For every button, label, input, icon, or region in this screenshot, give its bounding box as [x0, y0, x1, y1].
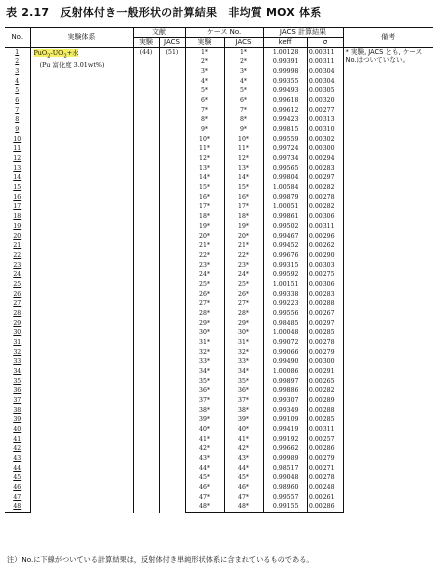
case-jacs: 33* — [224, 358, 263, 368]
sigma-value: 0.00278 — [307, 474, 343, 484]
case-jacs: 2* — [224, 58, 263, 68]
case-jacs: 30* — [224, 328, 263, 338]
keff-value: 0.99338 — [263, 290, 307, 300]
keff-value: 0.99349 — [263, 406, 307, 416]
case-experiment: 31* — [185, 338, 224, 348]
case-jacs: 48* — [224, 503, 263, 513]
case-jacs: 26* — [224, 290, 263, 300]
case-jacs: 1* — [224, 48, 263, 58]
system-name-pre: PuO — [33, 49, 48, 57]
remarks-cell: * 実験, JACS とも, ケース No.はついていない。 — [345, 48, 423, 65]
footnote: 注）No.に下線がついている計算結果は，反射体付き単純形状体系に含まれているものである。 — [7, 555, 314, 564]
row-no: 33 — [5, 358, 30, 368]
keff-value: 0.99559 — [263, 135, 307, 145]
case-jacs: 3* — [224, 67, 263, 77]
row-no: 40 — [5, 425, 30, 435]
keff-value: 1.00048 — [263, 328, 307, 338]
case-jacs: 11* — [224, 145, 263, 155]
case-jacs: 25* — [224, 280, 263, 290]
keff-value: 0.99155 — [263, 503, 307, 513]
case-experiment: 43* — [185, 454, 224, 464]
row-no: 44 — [5, 464, 30, 474]
case-experiment: 47* — [185, 493, 224, 503]
row-no: 30 — [5, 328, 30, 338]
case-jacs: 8* — [224, 116, 263, 126]
sigma-value: 0.00271 — [307, 464, 343, 474]
sigma-value: 0.00262 — [307, 241, 343, 251]
case-jacs: 45* — [224, 474, 263, 484]
row-no: 19 — [5, 222, 30, 232]
case-jacs: 17* — [224, 203, 263, 213]
case-experiment: 46* — [185, 483, 224, 493]
case-jacs: 13* — [224, 164, 263, 174]
sigma-value: 0.00300 — [307, 145, 343, 155]
row-no: 46 — [5, 483, 30, 493]
header-lit-experiment: 実験 — [133, 38, 159, 48]
case-jacs: 15* — [224, 183, 263, 193]
case-experiment: 37* — [185, 396, 224, 406]
case-experiment: 21* — [185, 241, 224, 251]
case-jacs: 24* — [224, 270, 263, 280]
sigma-value: 0.00306 — [307, 212, 343, 222]
row-no: 17 — [5, 203, 30, 213]
case-jacs: 19* — [224, 222, 263, 232]
sigma-value: 0.00311 — [307, 48, 343, 58]
sigma-value: 0.00286 — [307, 445, 343, 455]
row-no: 16 — [5, 193, 30, 203]
sigma-value: 0.00283 — [307, 164, 343, 174]
keff-value: 0.99391 — [263, 58, 307, 68]
lit-experiment-cell: (44) — [133, 48, 159, 513]
case-jacs: 12* — [224, 154, 263, 164]
row-no: 3 — [5, 67, 30, 77]
case-experiment: 36* — [185, 387, 224, 397]
case-experiment: 34* — [185, 367, 224, 377]
keff-value: 0.99419 — [263, 425, 307, 435]
row-no: 11 — [5, 145, 30, 155]
case-experiment: 10* — [185, 135, 224, 145]
case-jacs: 35* — [224, 377, 263, 387]
row-no: 15 — [5, 183, 30, 193]
case-jacs: 41* — [224, 435, 263, 445]
sigma-value: 0.00303 — [307, 261, 343, 271]
case-jacs: 29* — [224, 319, 263, 329]
header-keff: keff — [263, 38, 307, 48]
header-remarks: 備考 — [343, 28, 433, 48]
case-experiment: 19* — [185, 222, 224, 232]
sigma-value: 0.00283 — [307, 290, 343, 300]
keff-value: 0.99048 — [263, 474, 307, 484]
header-sigma: σ — [307, 38, 343, 48]
case-experiment: 33* — [185, 358, 224, 368]
row-no: 28 — [5, 309, 30, 319]
sigma-value: 0.00304 — [307, 77, 343, 87]
case-experiment: 42* — [185, 445, 224, 455]
case-experiment: 44* — [185, 464, 224, 474]
sigma-value: 0.00305 — [307, 87, 343, 97]
header-case-experiment: 実験 — [185, 38, 224, 48]
case-jacs: 44* — [224, 464, 263, 474]
case-experiment: 11* — [185, 145, 224, 155]
sigma-value: 0.00320 — [307, 96, 343, 106]
case-experiment: 3* — [185, 67, 224, 77]
keff-value: 1.00086 — [263, 367, 307, 377]
system-name-highlight — [33, 49, 79, 60]
case-jacs: 38* — [224, 406, 263, 416]
case-jacs: 32* — [224, 348, 263, 358]
case-experiment: 5* — [185, 87, 224, 97]
row-no: 35 — [5, 377, 30, 387]
keff-value: 0.99467 — [263, 232, 307, 242]
sigma-value: 0.00261 — [307, 493, 343, 503]
keff-value: 0.99452 — [263, 241, 307, 251]
case-experiment: 45* — [185, 474, 224, 484]
row-no: 32 — [5, 348, 30, 358]
sigma-value: 0.00267 — [307, 309, 343, 319]
keff-value: 0.99897 — [263, 377, 307, 387]
sigma-value: 0.00304 — [307, 67, 343, 77]
case-experiment: 28* — [185, 309, 224, 319]
keff-value: 0.99355 — [263, 77, 307, 87]
sigma-value: 0.00288 — [307, 299, 343, 309]
keff-value: 0.99315 — [263, 261, 307, 271]
keff-value: 0.99886 — [263, 387, 307, 397]
case-experiment: 32* — [185, 348, 224, 358]
system-detail: (Pu 富化度 3.01wt%) — [39, 60, 105, 69]
keff-value: 0.99804 — [263, 174, 307, 184]
keff-value: 0.99423 — [263, 116, 307, 126]
sigma-value: 0.00282 — [307, 203, 343, 213]
case-experiment: 16* — [185, 193, 224, 203]
case-jacs: 36* — [224, 387, 263, 397]
row-no: 25 — [5, 280, 30, 290]
case-experiment: 25* — [185, 280, 224, 290]
row-no: 1 — [5, 48, 30, 58]
keff-value: 0.99724 — [263, 145, 307, 155]
case-jacs: 18* — [224, 212, 263, 222]
case-jacs: 28* — [224, 309, 263, 319]
case-experiment: 35* — [185, 377, 224, 387]
table-row — [5, 48, 433, 58]
sigma-value: 0.00277 — [307, 106, 343, 116]
keff-value: 0.99998 — [263, 67, 307, 77]
keff-value: 0.99618 — [263, 96, 307, 106]
sigma-value: 0.00297 — [307, 174, 343, 184]
keff-value: 0.99307 — [263, 396, 307, 406]
header-jacs-result: JACS 計算結果 — [263, 28, 343, 38]
keff-value: 0.99879 — [263, 193, 307, 203]
sigma-value: 0.00279 — [307, 348, 343, 358]
row-no: 8 — [5, 116, 30, 126]
keff-value: 0.99612 — [263, 106, 307, 116]
sigma-value: 0.00282 — [307, 387, 343, 397]
sigma-value: 0.00288 — [307, 406, 343, 416]
case-experiment: 48* — [185, 503, 224, 513]
case-experiment: 7* — [185, 106, 224, 116]
header-literature: 文献 — [133, 28, 185, 38]
table-title: 表 2.17 反射体付き一般形状の計算結果 非均質 MOX 体系 — [6, 6, 322, 19]
row-no: 34 — [5, 367, 30, 377]
case-experiment: 17* — [185, 203, 224, 213]
sigma-value: 0.00297 — [307, 319, 343, 329]
keff-value: 0.98517 — [263, 464, 307, 474]
header-no: No. — [5, 28, 30, 48]
keff-value: 0.99734 — [263, 154, 307, 164]
table-header — [5, 28, 433, 48]
keff-value: 0.99556 — [263, 309, 307, 319]
case-jacs: 5* — [224, 87, 263, 97]
case-jacs: 42* — [224, 445, 263, 455]
row-no: 36 — [5, 387, 30, 397]
row-no: 7 — [5, 106, 30, 116]
case-experiment: 20* — [185, 232, 224, 242]
row-no: 31 — [5, 338, 30, 348]
case-experiment: 13* — [185, 164, 224, 174]
sigma-value: 0.00285 — [307, 328, 343, 338]
row-no: 42 — [5, 445, 30, 455]
keff-value: 0.99592 — [263, 270, 307, 280]
case-experiment: 22* — [185, 251, 224, 261]
row-no: 6 — [5, 96, 30, 106]
results-table — [5, 27, 433, 513]
keff-value: 0.99192 — [263, 435, 307, 445]
case-experiment: 2* — [185, 58, 224, 68]
row-no: 9 — [5, 125, 30, 135]
case-jacs: 21* — [224, 241, 263, 251]
keff-value: 0.98960 — [263, 483, 307, 493]
system-name-post: +水 — [66, 49, 79, 57]
row-no: 22 — [5, 251, 30, 261]
system-cell — [30, 48, 133, 513]
row-no: 5 — [5, 87, 30, 97]
header-case-jacs: JACS — [224, 38, 263, 48]
case-jacs: 23* — [224, 261, 263, 271]
case-jacs: 6* — [224, 96, 263, 106]
row-no: 41 — [5, 435, 30, 445]
row-no: 27 — [5, 299, 30, 309]
sigma-value: 0.00291 — [307, 367, 343, 377]
case-jacs: 40* — [224, 425, 263, 435]
case-experiment: 4* — [185, 77, 224, 87]
case-experiment: 24* — [185, 270, 224, 280]
sigma-value: 0.00290 — [307, 251, 343, 261]
sigma-value: 0.00286 — [307, 503, 343, 513]
keff-value: 0.99066 — [263, 348, 307, 358]
case-experiment: 40* — [185, 425, 224, 435]
system-name-mid: -UO — [50, 49, 64, 57]
row-no: 24 — [5, 270, 30, 280]
row-no: 48 — [5, 503, 30, 513]
case-experiment: 41* — [185, 435, 224, 445]
keff-value: 0.99223 — [263, 299, 307, 309]
case-jacs: 10* — [224, 135, 263, 145]
sigma-value: 0.00285 — [307, 416, 343, 426]
sigma-value: 0.00311 — [307, 58, 343, 68]
case-experiment: 38* — [185, 406, 224, 416]
sigma-value: 0.00311 — [307, 222, 343, 232]
row-no: 13 — [5, 164, 30, 174]
row-no: 10 — [5, 135, 30, 145]
row-no: 47 — [5, 493, 30, 503]
case-experiment: 14* — [185, 174, 224, 184]
keff-value: 0.99989 — [263, 454, 307, 464]
case-jacs: 47* — [224, 493, 263, 503]
case-experiment: 27* — [185, 299, 224, 309]
keff-value: 0.99676 — [263, 251, 307, 261]
row-no: 43 — [5, 454, 30, 464]
sigma-value: 0.00278 — [307, 193, 343, 203]
sigma-value: 0.00310 — [307, 125, 343, 135]
keff-value: 0.99109 — [263, 416, 307, 426]
sigma-value: 0.00306 — [307, 280, 343, 290]
keff-value: 0.99502 — [263, 222, 307, 232]
keff-value: 0.99490 — [263, 358, 307, 368]
sigma-value: 0.00313 — [307, 116, 343, 126]
system-name-sub2: 2 — [63, 53, 67, 60]
sigma-value: 0.00248 — [307, 483, 343, 493]
header-system: 実験体系 — [30, 28, 133, 48]
case-experiment: 18* — [185, 212, 224, 222]
case-jacs: 14* — [224, 174, 263, 184]
case-jacs: 20* — [224, 232, 263, 242]
case-experiment: 1* — [185, 48, 224, 58]
keff-value: 1.00051 — [263, 203, 307, 213]
case-experiment: 39* — [185, 416, 224, 426]
case-jacs: 4* — [224, 77, 263, 87]
sigma-value: 0.00302 — [307, 135, 343, 145]
keff-value: 0.99662 — [263, 445, 307, 455]
case-experiment: 30* — [185, 328, 224, 338]
case-jacs: 27* — [224, 299, 263, 309]
sigma-value: 0.00289 — [307, 396, 343, 406]
sigma-value: 0.00257 — [307, 435, 343, 445]
keff-value: 0.98485 — [263, 319, 307, 329]
case-jacs: 16* — [224, 193, 263, 203]
keff-value: 1.00128 — [263, 48, 307, 58]
row-no: 4 — [5, 77, 30, 87]
case-experiment: 26* — [185, 290, 224, 300]
case-jacs: 43* — [224, 454, 263, 464]
sigma-value: 0.00282 — [307, 183, 343, 193]
case-experiment: 15* — [185, 183, 224, 193]
case-experiment: 12* — [185, 154, 224, 164]
row-no: 29 — [5, 319, 30, 329]
keff-value: 0.99861 — [263, 212, 307, 222]
case-jacs: 22* — [224, 251, 263, 261]
row-no: 18 — [5, 212, 30, 222]
case-jacs: 9* — [224, 125, 263, 135]
sigma-value: 0.00279 — [307, 454, 343, 464]
case-experiment: 23* — [185, 261, 224, 271]
sigma-value: 0.00311 — [307, 425, 343, 435]
row-no: 39 — [5, 416, 30, 426]
keff-value: 1.00584 — [263, 183, 307, 193]
row-no: 38 — [5, 406, 30, 416]
header-case-no: ケース No. — [185, 28, 263, 38]
lit-jacs-cell: (51) — [159, 48, 185, 513]
sigma-value: 0.00296 — [307, 232, 343, 242]
case-experiment: 8* — [185, 116, 224, 126]
case-jacs: 46* — [224, 483, 263, 493]
header-lit-jacs: JACS — [159, 38, 185, 48]
row-no: 2 — [5, 58, 30, 68]
sigma-value: 0.00278 — [307, 338, 343, 348]
row-no: 23 — [5, 261, 30, 271]
keff-value: 1.00151 — [263, 280, 307, 290]
case-jacs: 34* — [224, 367, 263, 377]
row-no: 20 — [5, 232, 30, 242]
case-experiment: 9* — [185, 125, 224, 135]
keff-value: 0.99815 — [263, 125, 307, 135]
row-no: 26 — [5, 290, 30, 300]
sigma-value: 0.00300 — [307, 358, 343, 368]
case-experiment: 6* — [185, 96, 224, 106]
sigma-value: 0.00275 — [307, 270, 343, 280]
case-jacs: 37* — [224, 396, 263, 406]
row-no: 45 — [5, 474, 30, 484]
keff-value: 0.99072 — [263, 338, 307, 348]
case-jacs: 7* — [224, 106, 263, 116]
case-jacs: 31* — [224, 338, 263, 348]
system-name — [34, 48, 133, 60]
keff-value: 0.99493 — [263, 87, 307, 97]
keff-value: 0.99565 — [263, 164, 307, 174]
row-no: 12 — [5, 154, 30, 164]
table-body — [5, 48, 433, 513]
case-experiment: 29* — [185, 319, 224, 329]
sigma-value: 0.00265 — [307, 377, 343, 387]
sigma-value: 0.00294 — [307, 154, 343, 164]
keff-value: 0.99557 — [263, 493, 307, 503]
system-name-sub1: 2 — [47, 53, 51, 60]
row-no: 21 — [5, 241, 30, 251]
row-no: 37 — [5, 396, 30, 406]
row-no: 14 — [5, 174, 30, 184]
case-jacs: 39* — [224, 416, 263, 426]
